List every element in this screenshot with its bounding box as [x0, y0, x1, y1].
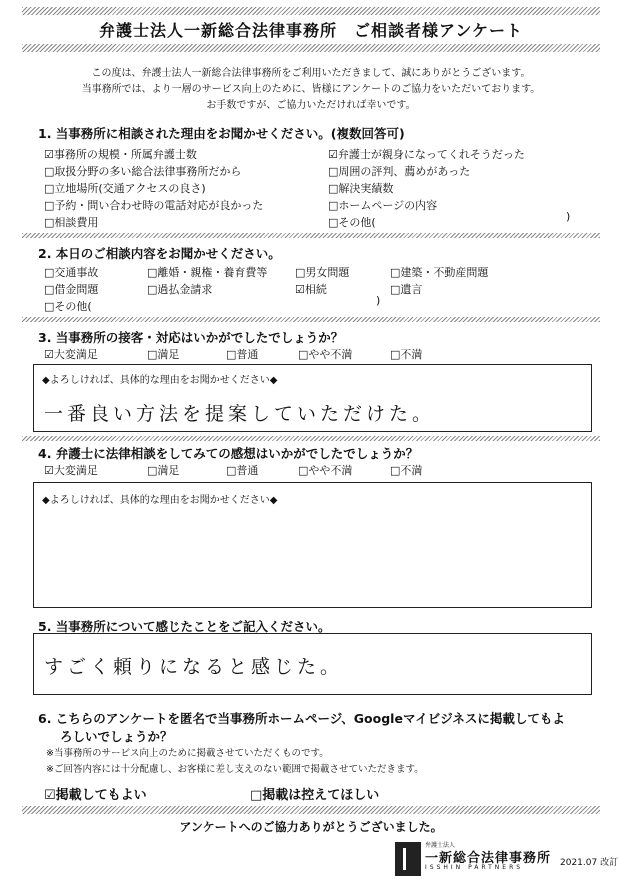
question-1-label: 1. 当事務所に相談された理由をお聞かせください。(複数回答可): [38, 126, 405, 141]
q1-other-close-paren: ): [566, 210, 571, 223]
intro-line-1: この度は、弁護士法人一新総合法律事務所をご利用いただきまして、誠にありがとうございます。: [91, 68, 531, 79]
q3-option-neutral[interactable]: □普通: [226, 348, 259, 361]
q2-option-relationship[interactable]: □男女問題: [295, 266, 350, 279]
q1-option-phone-response[interactable]: □予約・問い合わせ時の電話対応が良かった: [44, 199, 264, 212]
q2-option-other[interactable]: □その他(: [44, 300, 92, 313]
q2-other-close-paren: ): [376, 294, 381, 307]
q4-reason-box[interactable]: [33, 482, 592, 608]
divider-1: [22, 233, 600, 238]
q4-option-neutral[interactable]: □普通: [226, 464, 259, 477]
thanks-message: アンケートへのご協力ありがとうございました。: [179, 820, 443, 834]
q1-option-homepage[interactable]: □ホームページの内容: [328, 199, 438, 212]
question-6-label-line-2: ろしいでしょうか？: [60, 729, 173, 744]
q6-option-decline[interactable]: □掲載は控えてほしい: [250, 788, 380, 803]
q1-option-results[interactable]: □解決実績数: [328, 182, 394, 195]
q4-option-dissatisfied[interactable]: □不満: [390, 464, 423, 477]
q2-option-real-estate[interactable]: □建築・不動産問題: [390, 266, 489, 279]
q1-option-caring-lawyer[interactable]: ☑弁護士が親身になってくれそうだった: [328, 148, 525, 161]
intro-line-2: 当事務所では、より一層のサービス向上のために、皆様にアンケートのご協力をいただいております。: [81, 84, 541, 95]
revision-label: 2021.07 改訂: [560, 858, 619, 868]
question-4-label: 4. 弁護士に法律相談をしてみての感想はいかがでしたでしょうか？: [38, 446, 419, 461]
q3-option-dissatisfied[interactable]: □不満: [390, 348, 423, 361]
q3-handwritten-answer: 一番良い方法を提案していただけた。: [44, 403, 436, 425]
logo-mark-icon: [395, 842, 421, 876]
q2-option-will[interactable]: □遺言: [390, 283, 423, 296]
q1-option-other[interactable]: □その他(: [328, 216, 376, 229]
q6-note-2: ※ご回答内容には十分配慮し、お客様に差し支えのない範囲で掲載させていただきます。: [46, 764, 424, 775]
page-title: 弁護士法人一新総合法律事務所 ご相談者様アンケート: [98, 21, 524, 40]
question-5-label: 5. 当事務所について感じたことをご記入ください。: [38, 619, 331, 634]
q1-option-reputation[interactable]: □周囲の評判、薦めがあった: [328, 165, 471, 178]
divider-2: [22, 317, 600, 322]
q3-option-very-satisfied[interactable]: ☑大変満足: [44, 348, 98, 361]
q3-option-somewhat-dissatisfied[interactable]: □やや不満: [298, 348, 353, 361]
logo-english-text: ISSHIN PARTNERS: [425, 864, 524, 871]
q3-reason-box[interactable]: [33, 364, 592, 432]
logo-main-text: 一新総合法律事務所: [425, 851, 552, 866]
q1-option-fee[interactable]: □相談費用: [44, 216, 99, 229]
q5-comment-box[interactable]: [33, 633, 592, 695]
q4-option-satisfied[interactable]: □満足: [147, 464, 180, 477]
q1-option-scale[interactable]: ☑事務所の規模・所属弁護士数: [44, 148, 197, 161]
q2-option-overpayment[interactable]: □過払金請求: [147, 283, 213, 296]
title-hatch-bar: [22, 44, 600, 52]
q1-option-location[interactable]: □立地場所(交通アクセスの良さ): [44, 182, 206, 195]
question-2-label: 2. 本日のご相談内容をお聞かせください。: [38, 246, 281, 261]
q2-option-traffic[interactable]: □交通事故: [44, 266, 99, 279]
logo-small-text: 弁護士法人: [425, 842, 456, 849]
q3-reason-label: ◆よろしければ、具体的な理由をお聞かせください◆: [42, 375, 278, 386]
q4-option-somewhat-dissatisfied[interactable]: □やや不満: [298, 464, 353, 477]
bottom-hatch-bar: [22, 806, 600, 814]
question-6-label-line-1: 6. こちらのアンケートを匿名で当事務所ホームページ、Googleマイビジネスに掲載してもよ: [38, 711, 565, 726]
q3-option-satisfied[interactable]: □満足: [147, 348, 180, 361]
q1-option-practice-areas[interactable]: □取扱分野の多い総合法律事務所だから: [44, 165, 242, 178]
top-hatch-bar: [22, 7, 600, 15]
q4-option-very-satisfied[interactable]: ☑大変満足: [44, 464, 98, 477]
q2-option-divorce[interactable]: □離婚・親権・養育費等: [147, 266, 268, 279]
intro-line-3: お手数ですが、ご協力いただければ幸いです。: [206, 100, 416, 111]
q6-note-1: ※当事務所のサービス向上のために掲載させていただくものです。: [46, 748, 329, 759]
firm-logo: [395, 840, 555, 880]
q5-handwritten-answer: すごく頼りになると感じた。: [44, 656, 344, 678]
q2-option-inheritance[interactable]: ☑相続: [295, 283, 327, 296]
q4-reason-label: ◆よろしければ、具体的な理由をお聞かせください◆: [42, 495, 278, 506]
q6-option-allow[interactable]: ☑掲載してもよい: [44, 788, 147, 803]
divider-3: [22, 436, 600, 441]
q2-option-debt[interactable]: □借金問題: [44, 283, 99, 296]
question-3-label: 3. 当事務所の接客・対応はいかがでしたでしょうか？: [38, 330, 344, 345]
